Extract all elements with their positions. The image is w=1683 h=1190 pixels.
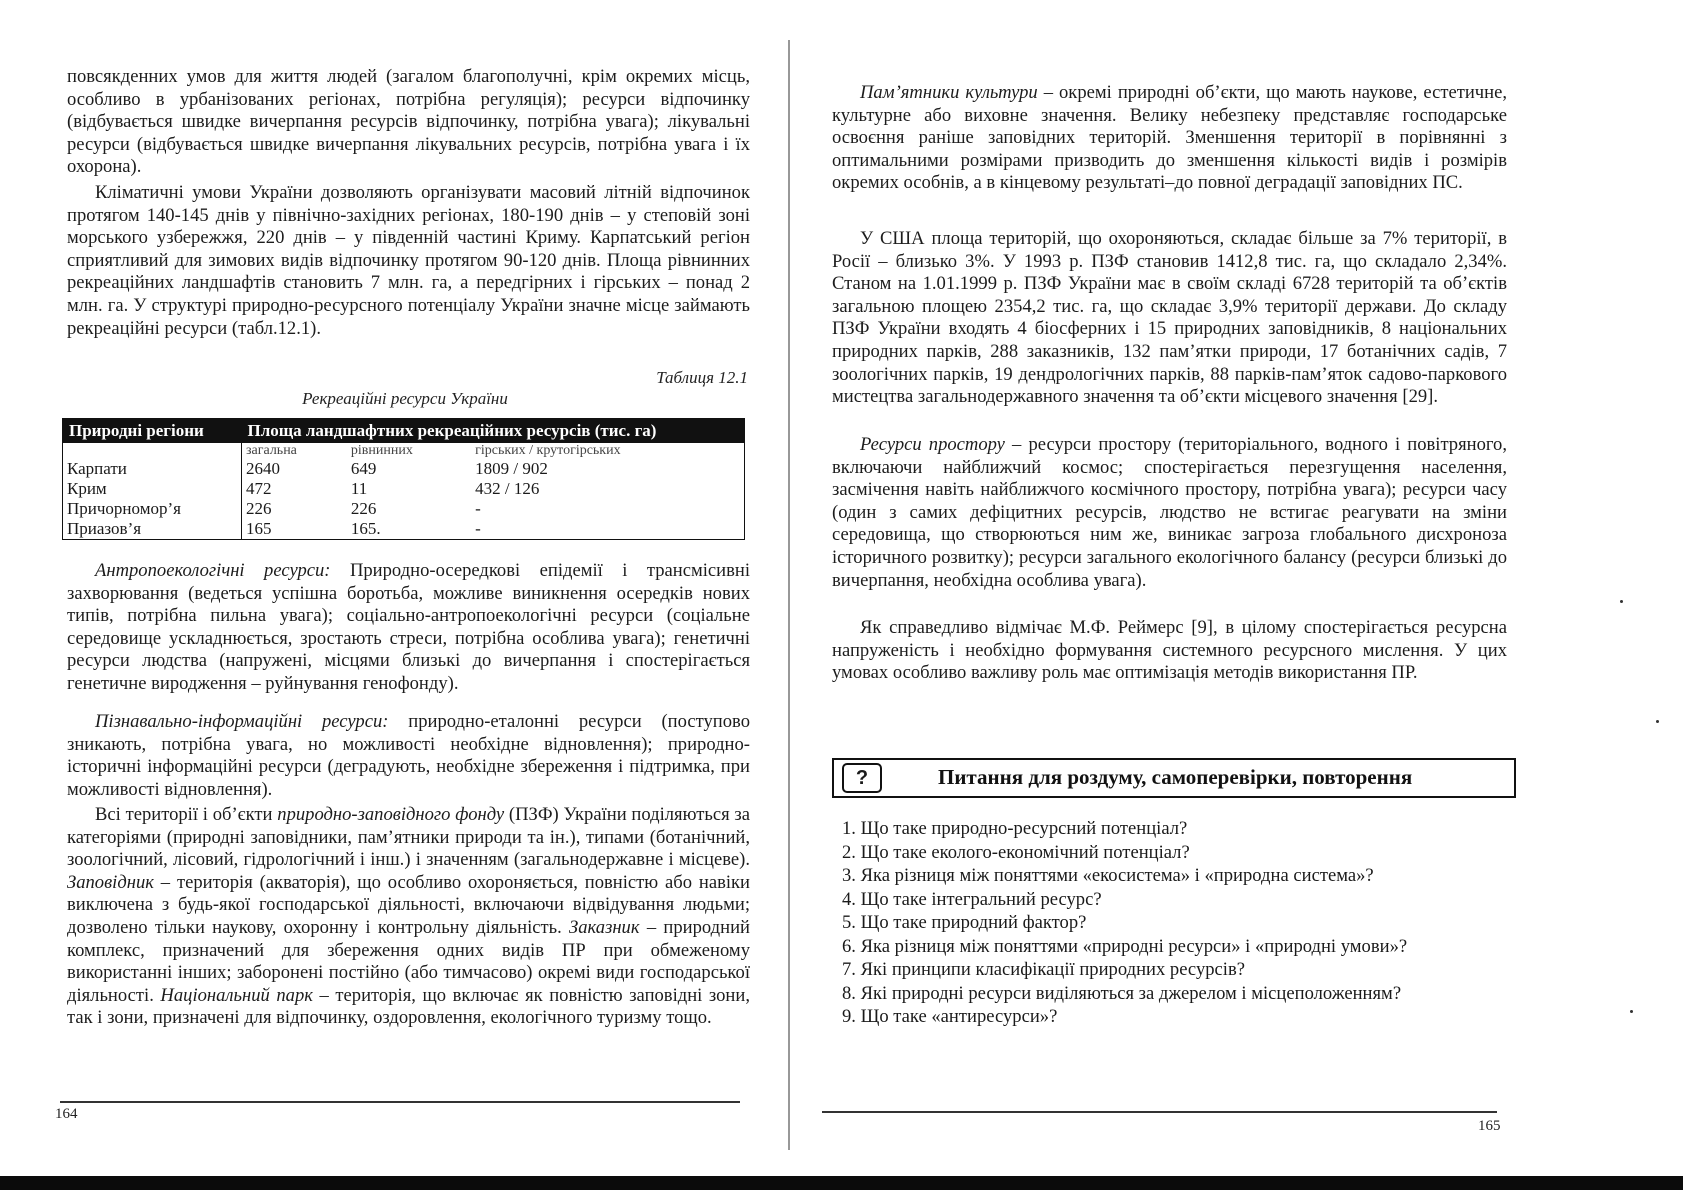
cell-plain: 11 (350, 479, 368, 498)
table-subheader-row (63, 443, 745, 459)
term-national-park: Національний парк (160, 984, 313, 1006)
right-page (790, 0, 1683, 1190)
text-sanctuary: – природний комплекс, призначений для збереження одних видів ПР при обмеженому використанні інших; заборонені постійно (або тимчасово) окремі види господарської діяльності. (67, 916, 750, 1006)
text-pzf-intro: Всі території і об’єкти (95, 804, 278, 825)
questions-title: Питання для роздуму, самоперевірки, повторення (938, 765, 1413, 789)
cell-region: Приазов’я (63, 519, 242, 540)
questions-list (842, 817, 1522, 1029)
cell-total: 2640 (246, 459, 280, 478)
paragraph-climate: Кліматичні умови України дозволяють організувати масовий літній відпочинок протягом 140-145 днів у північно-західних регіонах, 180-190 днів – у степовій зоні морського узбережжя, 220 днів – у південній частині Криму. Карпатський регіон сприятливий для зимових видів відпочинку протягом 90-120 днів. Площа рівнинних рекреаційних ландшафтів становить 7 млн. га, а передгірних і гірських – понад 2 млн. га. У структурі природно-ресурсного потенціалу України значне місце займають рекреаційні ресурси (табл.12.1). (67, 182, 750, 339)
questions-header-box (832, 758, 1516, 798)
text-reserve: – територія (акваторія), що особливо охороняється, повністю або навіки виключена з будь-якої господарської діяльності, включаючи відвідування людьми; дозволено тільки наукову, охоронну і контрольну діяльність. (67, 871, 750, 938)
list-item: 8. Які природні ресурси виділяються за джерелом і місцеположенням? (842, 982, 1402, 1004)
text-space-resources: – ресурси простору (територіального, водного і повітряного, включаючи найближчий космос; спостерігається перезгущення населення, засмічення навіть найближчого космічного простору, потрібна увага); ресурси часу (один з самих дефіцитних ресурсів, людство не встигає реагувати на зміни середовища, що створюються ним же, виникає загроза глобального дисхроноза історичного розвитку); ресурси загального екологічного балансу (ресурси близькі до вичерпання, необхідна особлива увага). (832, 434, 1507, 591)
table-row (63, 519, 745, 540)
paragraph-anthropoecological (67, 560, 750, 696)
cell-mountain: 1809 / 902 (475, 459, 548, 478)
subheader-total: загальна (246, 443, 297, 458)
table-row (63, 499, 745, 519)
cell-plain: 165. (350, 519, 381, 538)
subheader-mountain: гірських / крутогірських (475, 443, 621, 458)
cell-region: Крим (63, 479, 242, 499)
paragraph-pzf-statistics: У США площа територій, що охороняються, складає більше за 7% території, в Росії – близько 3%. У 1993 р. ПЗФ становив 1412,8 тис. га, що складало 2,34%. Станом на 1.01.1999 р. ПЗФ України має в своїм складі 6728 територій та об’єктів загальною площею 2354,2 тис. га, що складає 3,9% території держави. До складу ПЗФ України входять 4 біосферних і 15 природних заповідників, 8 національних природних парків, 288 заказників, 132 пам’ятки природи, 17 ботанічних садів, 7 зоологічних парків, 19 дендрологічних парків, 88 парків-пам’яток садово-паркового мистецтва загальнодержавного значення та об’єкти місцевого значення [29]. (832, 228, 1507, 408)
header-region: Природні регіони (63, 419, 242, 444)
cell-mountain: 432 / 126 (475, 479, 540, 498)
footer-divider (822, 1111, 1497, 1113)
cell-plain: 649 (350, 459, 377, 478)
list-item: 2. Що таке еколого-економічний потенціал? (842, 841, 1190, 863)
term-space-resources: Ресурси простору (860, 434, 1005, 455)
term-pzf: природно-заповідного фонду (277, 804, 505, 825)
cell-total: 165 (246, 519, 272, 538)
page-number-right: 165 (1478, 1118, 1501, 1134)
paragraph-space-resources (832, 434, 1507, 592)
table-row (63, 479, 745, 499)
cell-total: 226 (246, 499, 272, 518)
paragraph-pzf (67, 804, 750, 1030)
cell-region: Причорномор’я (63, 499, 242, 519)
list-item: 3. Яка різниця між поняттями «екосистема» і «природна система»? (842, 865, 1374, 886)
list-item: 7. Які принципи класифікації природних ресурсів? (842, 959, 1245, 980)
cell-mountain: - (475, 519, 481, 538)
term-informational: Пізнавально-інформаційні ресурси: (95, 711, 389, 732)
subheader-empty (63, 443, 242, 459)
cell-plain: 226 (350, 499, 377, 518)
term-reserve: Заповідник (67, 871, 154, 893)
list-item: 4. Що таке інтегральний ресурс? (842, 888, 1102, 910)
recreation-resources-table (62, 418, 745, 540)
table-caption: Таблиця 12.1 (656, 368, 748, 387)
subheader-plain: рівнинних (350, 443, 413, 458)
table-title: Рекреаційні ресурси України (302, 389, 508, 408)
list-item: 9. Що таке «антиресурси»? (842, 1006, 1058, 1027)
scan-speck (1620, 600, 1623, 603)
left-page (0, 0, 760, 1190)
text-culture-monuments: – окремі природні об’єкти, що мають наукове, естетичне, культурне або виховне значення. Велику небезпеку представляє господарське освоєння раніше заповідних територій. Зменшення території в порівнянні з оптимальними розмірами призводить до зменшення кількості видів і розмірів окремих особнів, а в кінцевому результаті–до повної деградації заповідних ПС. (832, 82, 1507, 194)
paragraph-culture-monuments (832, 82, 1507, 195)
cell-mountain: - (475, 499, 481, 518)
list-item: 1. Що таке природно-ресурсний потенціал? (842, 818, 1188, 839)
scan-speck (1630, 1010, 1633, 1013)
paragraph-informational (67, 711, 750, 801)
paragraph-reimers: Як справедливо відмічає М.Ф. Реймерс [9], в цілому спостерігається ресурсна напруженість і необхідно формування системного ресурсного мислення. У цих умовах особливо важливу роль має оптимізація методів використання ПР. (832, 617, 1507, 684)
scan-speck (1656, 720, 1659, 723)
table-header-row (63, 419, 745, 444)
text-informational: природно-еталонні ресурси (поступово зникають, потрібна увага, но можливості необхідне відновлення); природно-історичні інформаційні ресурси (деградують, необхідне збереження і підтримка, при можливості відновлення). (67, 711, 750, 800)
header-area: Площа ландшафтних рекреаційних ресурсів (тис. га) (242, 419, 745, 444)
term-anthropoecological: Антропоекологічні ресурси: (95, 560, 331, 581)
cell-total: 472 (246, 479, 272, 498)
list-item: 5. Що таке природний фактор? (842, 912, 1087, 933)
list-item: 6. Яка різниця між поняттями «природні ресурси» і «природні умови»? (842, 935, 1408, 957)
term-culture-monuments: Пам’ятники культури (860, 82, 1038, 103)
cell-region: Карпати (63, 459, 242, 479)
term-sanctuary: Заказник (569, 916, 640, 938)
table-row (63, 459, 745, 479)
text-national-park: – територія, що включає як повністю заповідні зони, так і зони, призначені для відпочинку, оздоровлення, екологічного туризму тощо. (67, 984, 750, 1029)
footer-divider (60, 1101, 740, 1103)
text-pzf-categories: (ПЗФ) України поділяються за категоріями (природні заповідники, пам’ятники природи та ін.), типами (ботанічний, зоологічний, лісовий, гідрологічний і інш.) і значенням (загальнодержавне і місцеве). (67, 804, 750, 871)
text-anthropoecological: Природно-осередкові епідемії і трансмісивні захворювання (ведеться успішна боротьба, можливе виникнення осередків нових типів, потрібна пильна увага); соціально-антропоекологічні ресурси (соціальне середовище ускладнюється, зростають стреси, потрібна особлива увага); генетичні ресурси людства (напружені, місцями близькі до вичерпання і спостерігається генетичне виродження – руйнування генофонду). (67, 560, 750, 694)
paragraph-resources-continued: повсякденних умов для життя людей (загалом благополучні, крім окремих місць, особливо в урбанізованих регіонах, потрібна регуляція); ресурси відпочинку (відбувається швидке вичерпання ресурсів відпочинку, потрібна увага); лікувальні ресурси (відбувається швидке вичерпання лікувальних ресурсів, потрібна увага і їх охорона). (67, 66, 750, 178)
scan-edge (0, 1176, 1683, 1190)
question-mark-icon: ? (842, 763, 882, 793)
page-number-left: 164 (55, 1106, 78, 1122)
